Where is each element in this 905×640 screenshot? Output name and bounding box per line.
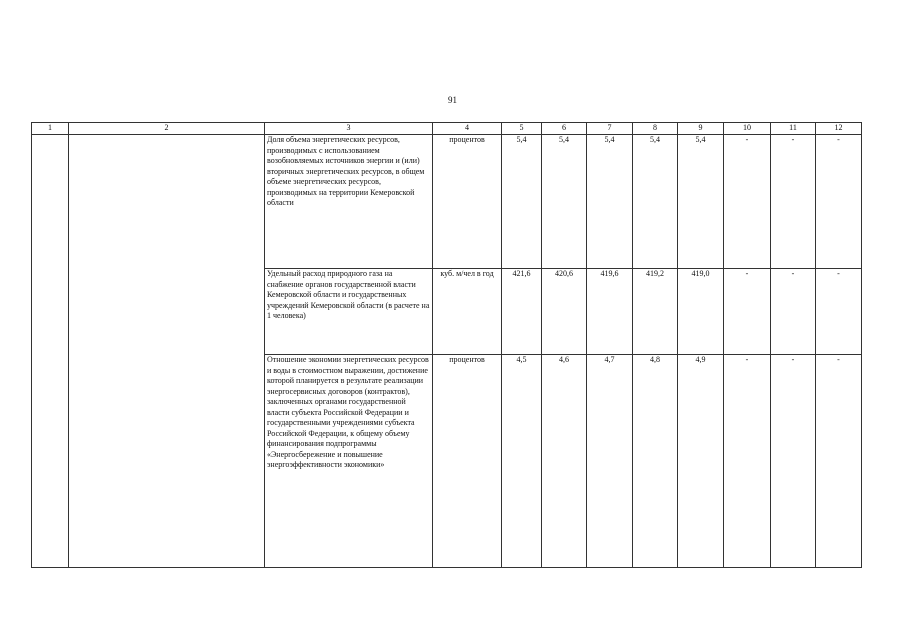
- value-cell: -: [816, 135, 862, 269]
- value-cell: -: [816, 355, 862, 568]
- value-cell: -: [771, 135, 816, 269]
- value-cell: -: [724, 269, 771, 355]
- value-cell: 419,2: [633, 269, 678, 355]
- column-number-header-row: [32, 123, 862, 135]
- value-cell: -: [771, 269, 816, 355]
- table-row: [32, 135, 862, 269]
- unit-cell: процентов: [433, 355, 502, 568]
- value-cell: 419,6: [587, 269, 633, 355]
- indicators-table: [31, 122, 862, 568]
- value-cell: 5,4: [633, 135, 678, 269]
- column-header: 11: [771, 123, 816, 135]
- empty-cell-col2: [69, 135, 265, 568]
- page-number: 91: [448, 95, 457, 105]
- unit-cell: куб. м/чел в год: [433, 269, 502, 355]
- column-header: 5: [502, 123, 542, 135]
- value-cell: 419,0: [678, 269, 724, 355]
- value-cell: 4,6: [542, 355, 587, 568]
- column-header: 9: [678, 123, 724, 135]
- unit-cell: процентов: [433, 135, 502, 269]
- value-cell: 4,9: [678, 355, 724, 568]
- column-header: 4: [433, 123, 502, 135]
- column-header: 3: [265, 123, 433, 135]
- empty-cell-col1: [32, 135, 69, 568]
- column-header: 12: [816, 123, 862, 135]
- value-cell: 5,4: [542, 135, 587, 269]
- indicator-description: Отношение экономии энергетических ресурсов и воды в стоимостном выражении, достижение которой планируется в результате реализации энергосервисных договоров (контрактов), заключенных органами государственной власти субъекта Российской Федерации и государственными учреждениями субъекта Российской Федерации, к общему объему финансирования подпрограммы «Энергосбережение и повышение энергоэффективности экономики»: [265, 355, 433, 568]
- column-header: 1: [32, 123, 69, 135]
- value-cell: 5,4: [502, 135, 542, 269]
- value-cell: 4,8: [633, 355, 678, 568]
- column-header: 7: [587, 123, 633, 135]
- value-cell: -: [724, 135, 771, 269]
- column-header: 8: [633, 123, 678, 135]
- value-cell: 5,4: [678, 135, 724, 269]
- value-cell: 420,6: [542, 269, 587, 355]
- value-cell: -: [816, 269, 862, 355]
- value-cell: 4,7: [587, 355, 633, 568]
- column-header: 10: [724, 123, 771, 135]
- value-cell: -: [771, 355, 816, 568]
- column-header: 2: [69, 123, 265, 135]
- value-cell: 5,4: [587, 135, 633, 269]
- indicator-description: Доля объема энергетических ресурсов, производимых с использованием возобновляемых источников энергии и (или) вторичных энергетических ресурсов, в общем объеме энергетических ресурсов, производимых на территории Кемеровской области: [265, 135, 433, 269]
- indicator-description: Удельный расход природного газа на снабжение органов государственной власти Кемеровской области и государственных учреждений Кемеровской области (в расчете на 1 человека): [265, 269, 433, 355]
- value-cell: 4,5: [502, 355, 542, 568]
- value-cell: 421,6: [502, 269, 542, 355]
- value-cell: -: [724, 355, 771, 568]
- column-header: 6: [542, 123, 587, 135]
